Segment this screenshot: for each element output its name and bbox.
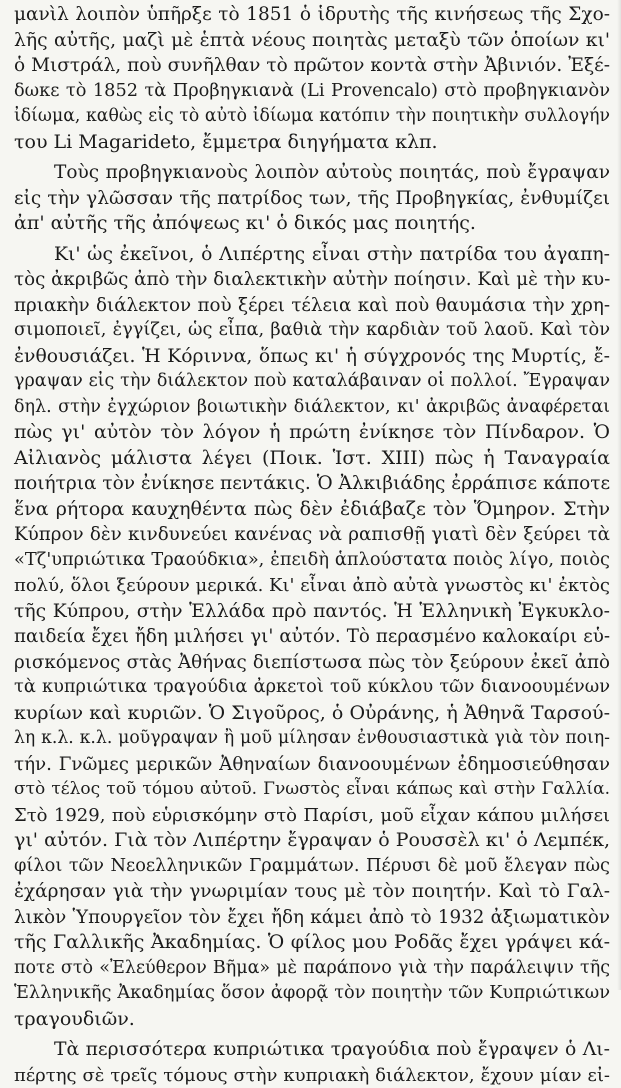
text-line: Τὰ περισσότερα κυπριώτικα τραγούδια ποὺ ἔγραψεν ὁ Λι-: [14, 1037, 610, 1063]
text-line: τὸς ἀκριβῶς ἀπὸ τὴν διαλεκτικὴν αὐτὴν ποίησιν. Καὶ μὲ τὴν κυ-: [14, 267, 610, 293]
paragraph-2: [14, 160, 610, 237]
text-line: πὼς γι' αὐτὸν τὸν λόγον ἡ πρώτη ἐνίκησε τὸν Πίνδαρον. Ὁ: [14, 420, 610, 446]
text-line: μανὶλ λοιπὸν ὑπῆρξε τὸ 1851 ὁ ἱδρυτὴς τῆς κινήσεως τῆς Σχο-: [14, 2, 610, 28]
text-line: φίλοι τῶν Νεοελληνικῶν Γραμμάτων. Πέρυσι δὲ μοῦ ἔλεγαν πὼς: [14, 854, 610, 880]
text-line: σιμοποιεῖ, ἐγγίζει, ὡς εἶπα, βαθιὰ τὴν καρδιὰν τοῦ λαοῦ. Καὶ τὸν: [14, 318, 610, 344]
text-line: ἀπ' αὐτῆς τῆς ἀπόψεως κι' ὁ δικός μας ποιητής.: [14, 211, 610, 237]
text-line: Ἑλληνικῆς Ἀκαδημίας ὅσον ἀφορᾷ τὸν ποιητὴν τῶν Κυπριώτικων: [14, 981, 610, 1007]
document-page: [14, 2, 610, 1088]
text-line: τῆς Γαλλικῆς Ἀκαδημίας. Ὁ φίλος μου Ροδᾶς ἔχει γράψει κά-: [14, 930, 610, 956]
text-line: ὁ Μιστράλ, ποὺ συνῆλθαν τὸ πρῶτον κοντὰ στὴν Ἀβινιόν. Ἐξέ-: [14, 53, 610, 79]
text-line: κυρίων καὶ κυριῶν. Ὁ Σιγοῦρος, ὁ Οὐράνης, ἡ Ἀθηνᾶ Ταρσού-: [14, 701, 610, 727]
text-line: Τοὺς προβηγκιανοὺς λοιπὸν αὐτοὺς ποιητάς, ποὺ ἔγραψαν: [14, 160, 610, 186]
text-line: τήν. Γνῶμες μερικῶν Ἀθηναίων διανοουμένων ἐδημοσιεύθησαν: [14, 752, 610, 778]
paragraph-1: [14, 2, 610, 155]
text-line: τὰ κυπριώτικα τραγούδια ἀρκετοὶ τοῦ κύκλου τῶν διανοουμένων: [14, 675, 610, 701]
text-line: λικὸν Ὑπουργεῖον τὸν ἔχει ἤδη κάμει ἀπὸ τὸ 1932 ἀξιωματικὸν: [14, 905, 610, 931]
text-line: δωκε τὸ 1852 τὰ Προβηγκιανὰ (Li Provencalo) στὸ προβηγκιανὸν: [14, 79, 610, 105]
text-line: τραγουδιῶν.: [14, 1007, 610, 1033]
paragraph-4: [14, 1037, 610, 1088]
paragraph-3: [14, 242, 610, 1033]
text-line: πολύ, ὅλοι ξεύρουν μερικά. Κι' εἶναι ἀπὸ αὐτὰ γνωστὸς κι' ἐκτὸς: [14, 573, 610, 599]
text-line: ἕνα ρήτορα καυχηθέντα πὼς δὲν ἐδιάβαζε τὸν Ὅμηρον. Στὴν: [14, 497, 610, 523]
text-line: ἐχάρησαν γιὰ τὴν γνωριμίαν τους μὲ τὸν ποιητήν. Καὶ τὸ Γαλ-: [14, 879, 610, 905]
text-line: «Τζ'υπριώτικα Τραούδκια», ἐπειδὴ ἁπλούστατα ποιὸς λίγο, ποιὸς: [14, 548, 610, 574]
scan-edge-shadow: [617, 0, 621, 990]
text-line: ἐνθουσιάζει. Ἡ Κόριννα, ὅπως κι' ἡ σύγχρονός της Μυρτίς, ἔ-: [14, 344, 610, 370]
text-line: ποιήτρια τὸν ἐνίκησε πεντάκις. Ὁ Ἀλκιβιάδης ἐρράπισε κάποτε: [14, 471, 610, 497]
text-line: στὸ τέλος τοῦ τόμου αὐτοῦ. Γνωστὸς εἶναι κάπως καὶ στὴν Γαλλία.: [14, 777, 610, 803]
text-line: Αἰλιανὸς μάλιστα λέγει (Ποικ. Ἱστ. XIII) πὼς ἡ Ταναγραία: [14, 446, 610, 472]
text-line: Κύπρον δὲν κινδυνεύει κανένας νὰ ραπισθῇ γιατὶ δὲν ξεύρει τὰ: [14, 522, 610, 548]
text-line: πριακὴν διάλεκτον ποὺ ξέρει τέλεια καὶ ποὺ θαυμάσια τὴν χρη-: [14, 293, 610, 319]
text-line: Κι' ὡς ἐκεῖνοι, ὁ Λιπέρτης εἶναι στὴν πατρίδα του ἀγαπη-: [14, 242, 610, 268]
text-line: γι' αὐτόν. Γιὰ τὸν Λιπέρτην ἔγραψαν ὁ Ρουσσὲλ κι' ὁ Λεμπέκ,: [14, 828, 610, 854]
text-line: λῆς αὐτῆς, μαζὶ μὲ ἑπτὰ νέους ποιητὰς μεταξὺ τῶν ὁποίων κι': [14, 28, 610, 54]
text-line: ρισκόμενος στὰς Ἀθήνας διεπίστωσα πὼς τὸν ξεύρουν ἐκεῖ ἀπὸ: [14, 650, 610, 676]
text-line: πέρτης σὲ τρεῖς τόμους στὴν κυπριακὴ διάλεκτον, ἔχουν μίαν εἰ-: [14, 1063, 610, 1088]
text-line: του Li Magarideto, ἔμμετρα διηγήματα κλπ.: [14, 130, 610, 156]
text-line: δηλ. στὴν ἐγχώριον βοιωτικὴν διάλεκτον, κι' ἀκριβῶς ἀναφέρεται: [14, 395, 610, 421]
text-line: Στὸ 1929, ποὺ εὑρισκόμην στὸ Παρίσι, μοῦ εἶχαν κάπου μιλήσει: [14, 803, 610, 829]
text-line: εἰς τὴν γλῶσσαν τῆς πατρίδος των, τῆς Προβηγκίας, ἐνθυμίζει: [14, 186, 610, 212]
text-line: ἰδίωμα, καθὼς εἰς τὸ αὐτὸ ἰδίωμα κατόπιν τὴν ποιητικὴν συλλογήν: [14, 104, 610, 130]
text-line: τῆς Κύπρου, στὴν Ἑλλάδα πρὸ παντός. Ἡ Ἑλληνικὴ Ἐγκυκλο-: [14, 599, 610, 625]
text-line: γραψαν εἰς τὴν διάλεκτον ποὺ καταλάβαιναν οἱ πολλοί. Ἔγραψαν: [14, 369, 610, 395]
text-line: ποτε στὸ «Ἐλεύθερον Βῆμα» μὲ παράπονο γιὰ τὴν παράλειψιν τῆς: [14, 956, 610, 982]
text-line: λη κ.λ. κ.λ. μοῦγραψαν ἢ μοῦ μίλησαν ἐνθουσιαστικὰ γιὰ τὸν ποιη-: [14, 726, 610, 752]
text-line: παιδεία ἔχει ἤδη μιλήσει γι' αὐτόν. Τὸ περασμένο καλοκαίρι εὑ-: [14, 624, 610, 650]
